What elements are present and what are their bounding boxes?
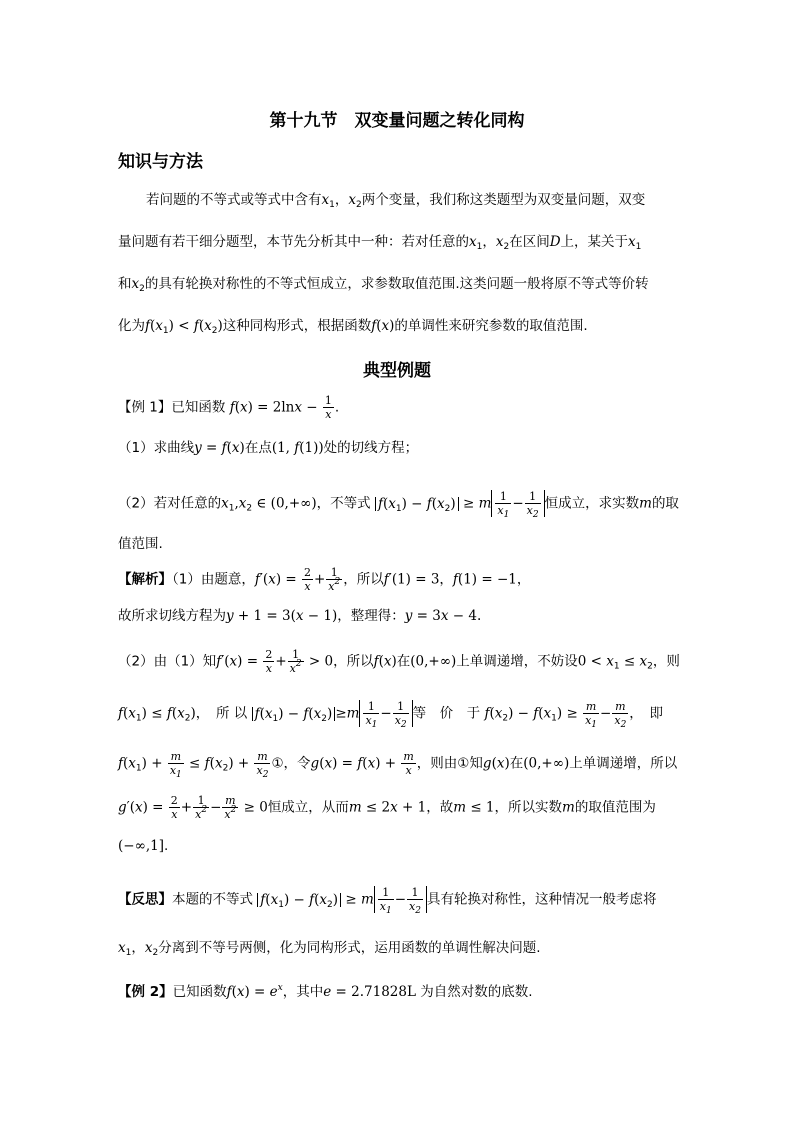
example-2-stem: 【例 2】已知函数$f(x) = e^x$，其中e = 2.71828L 为自然对数的底数. (118, 983, 533, 1000)
reflection-line-2: $x_1$，$x_2$分离到不等号两侧，化为同构形式，运用函数的单调性解决问题. (118, 940, 541, 958)
example-1-q1: （1）求曲线y = f(x)在点(1, f(1))处的切线方程； (118, 440, 419, 456)
solution-line-2: 故所求切线方程为y + 1 = 3(x − 1)，整理得：y = 3x − 4. (118, 608, 482, 624)
solution-line-5: $f(x_1)$ + $\frac{m}{x_1}$ ≤ $f(x_2)$ + $\frac{m}{x_2}$ ①，令g(x) = f(x) + $\frac{m}{x}$ ，则由①知g(x)在(0,+∞)上单调递增，所以 (118, 750, 678, 780)
reflection-line-1: 【反思】本题的不等式 $f(x_1) - f(x_2) \ge m$ $\frac{1}{x_1}$ − $\frac{1}{x_2}$ 具有轮换对称性，这种情况一般考虑将 (118, 886, 657, 916)
example-1-q2: （2）若对任意的$x_1,x_2$ ∈ (0,+∞)，不等式 $f(x_1) - f(x_2) \ge m$ $\frac{1}{x_1}$ − $\frac{1}{x_2}$ 恒成立，求实数m的取 (118, 490, 679, 520)
example-1-q2-cont: 值范围. (118, 536, 163, 552)
knowledge-line-2: 量问题有若干细分题型，本节先分析其中一种：若对任意的$x_1$，$x_2$在区间D上，某关于$x_1$ (118, 234, 642, 252)
knowledge-line-3: 和$x_2$的具有轮换对称性的不等式恒成立，求参数取值范围.这类问题一般将原不等式等价转 (118, 276, 649, 294)
solution-line-7: (−∞,1]. (118, 838, 169, 854)
solution-line-4: $f(x_1) \le f(x_2)$， 所 以 $f(x_1) - f(x_2) \ge m$ $\frac{1}{x_1}$ − $\frac{1}{x_2}$ 等 价 于 $f(x_2) - f(x_1)$ ≥ $\frac{m}{x_1}$ − $\frac{m}{x_2}$ ， 即 (118, 700, 664, 730)
solution-line-6: g′(x) = $\frac{2}{x}$ + $\frac{1}{x^2}$ − $\frac{m}{x^2}$ ≥ 0恒成立，从而m ≤ 2x + 1，故m ≤ 1，所以实数m的取值范围为 (118, 794, 656, 821)
solution-line-1: 【解析】（1）由题意，f′(x) = $\frac{2}{x}$ + $\frac{1}{x^2}$ ，所以f′(1) = 3，f(1) = −1， (118, 566, 531, 593)
example-1-stem: 【例 1】已知函数 f(x) = 2lnx − $\frac{1}{x}$ . (118, 394, 340, 421)
examples-heading: 典型例题 (363, 361, 431, 381)
section-title: 第十九节 双变量问题之转化同构 (269, 111, 525, 131)
knowledge-heading: 知识与方法 (118, 152, 203, 172)
knowledge-line-4: 化为$f(x_1) < f(x_2)$这种同构形式，根据函数f(x)的单调性来研究参数的取值范围. (118, 318, 588, 336)
knowledge-line-1: 若问题的不等式或等式中含有$x_1$，$x_2$两个变量，我们称这类题型为双变量问题，双变 (146, 192, 646, 210)
solution-line-3: （2）由（1）知f′(x) = $\frac{2}{x}$ + $\frac{1}{x^2}$ > 0，所以f(x)在(0,+∞)上单调递增，不妨设$0 < x_1 \le x_2$，则 (118, 648, 680, 675)
